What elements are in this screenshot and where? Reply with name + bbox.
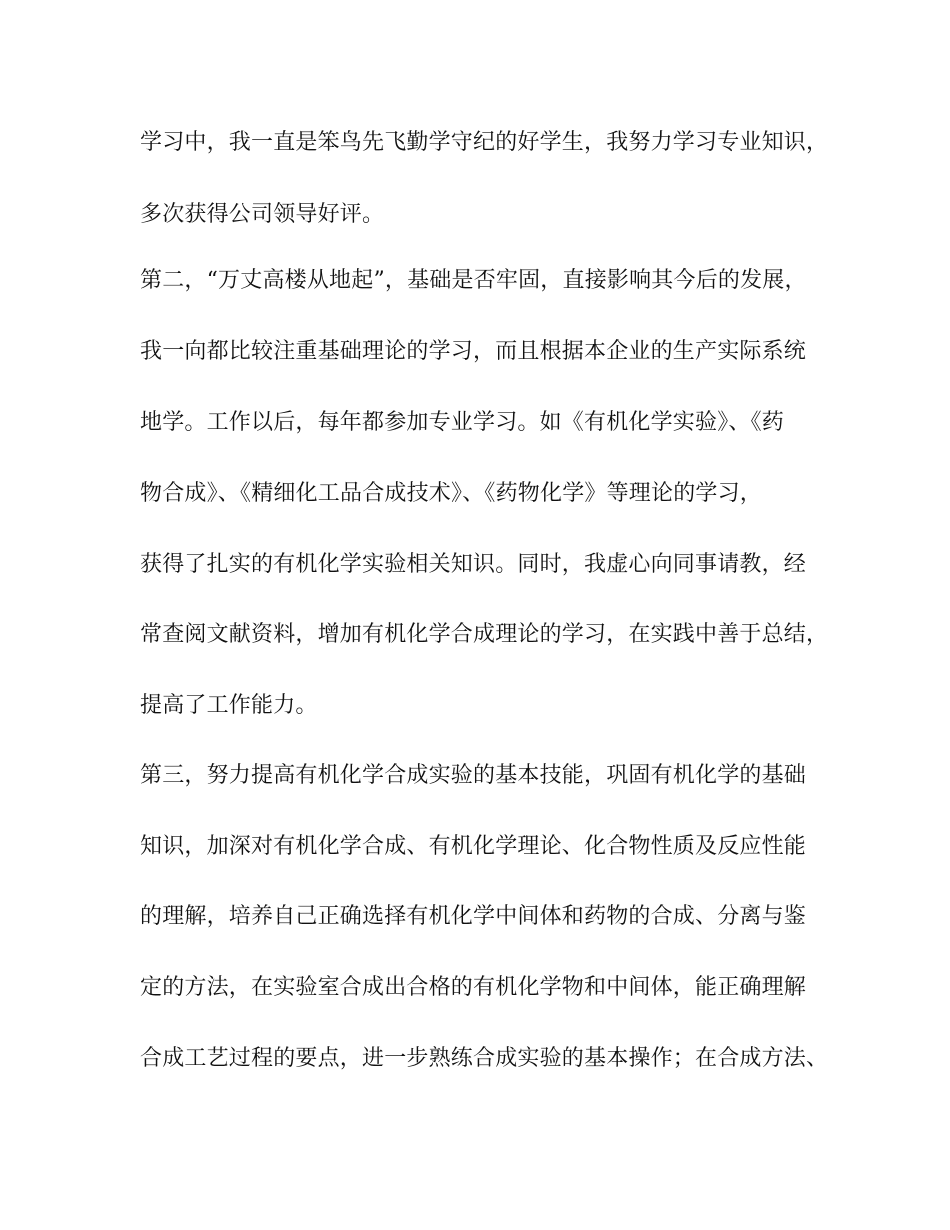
text-line: 常查阅文献资料，增加有机化学合成理论的学习，在实践中善于总结， [140,622,829,647]
text-line: 地学。工作以后，每年都参加专业学习。如《有机化学实验》、《药 [140,410,785,435]
text-line: 物合成》、《精细化工品合成技术》、《药物化学》等理论的学习， [140,481,763,506]
text-line: 获得了扎实的有机化学实验相关知识。同时，我虚心向同事请教，经 [140,552,807,577]
text-line: 第二，“万丈高楼从地起”，基础是否牢固，直接影响其今后的发展， [140,268,807,293]
text-line: 我一向都比较注重基础理论的学习，而且根据本企业的生产实际系统 [140,339,807,364]
text-line: 知识，加深对有机化学合成、有机化学理论、化合物性质及反应性能 [140,834,807,859]
text-line: 提高了工作能力。 [140,693,318,718]
text-line: 学习中，我一直是笨鸟先飞勤学守纪的好学生，我努力学习专业知识， [140,130,829,155]
text-line: 多次获得公司领导好评。 [140,202,385,227]
text-line: 定的方法，在实验室合成出合格的有机化学物和中间体，能正确理解 [140,975,807,1000]
text-line: 合成工艺过程的要点，进一步熟练合成实验的基本操作；在合成方法、 [140,1046,829,1071]
text-line: 的理解，培养自己正确选择有机化学中间体和药物的合成、分离与鉴 [140,904,807,929]
text-line: 第三，努力提高有机化学合成实验的基本技能，巩固有机化学的基础 [140,763,807,788]
